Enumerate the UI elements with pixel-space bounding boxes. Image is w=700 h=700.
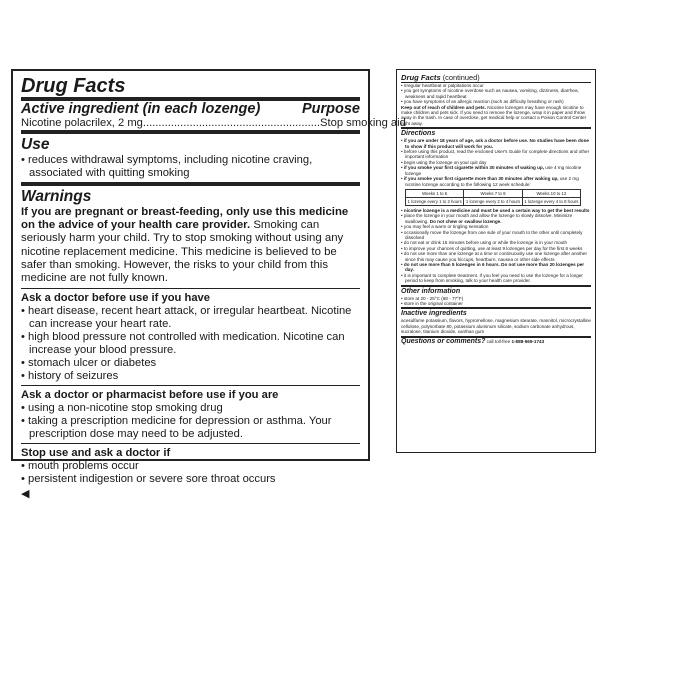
schedule-value-cell: 1 lozenge every 1 to 2 hours [406,197,464,205]
active-ingredient-heading: Active ingredient (in each lozenge) [21,101,261,117]
continued-arrow-icon: ◀ [21,488,30,501]
list-item: • if you are under 18 years of age, ask a doctor before use. No studies have been done to show if this product will work for you. [401,138,589,149]
warnings-text: If you are pregnant or breast-feeding, only use this medicine on the advice of your health care provider. Smoking can seriously harm your child. Try to stop smoking without using any nicotine replacement medicine. This medicine is believed to be safer than smoking. However, the risks to your child from this medicine are not fully known. [21,206,360,289]
use-section [21,154,360,186]
ingredient-name: Nicotine polacrilex, 2 mg......................................................... [21,117,321,129]
schedule-header-cell: Weeks 7 to 9 [464,189,522,197]
list-item: • you have symptoms of an allergic reaction (such as difficulty breathing or rash) [401,99,564,105]
list-item: • if you smoke your first cigarette within 30 minutes of waking up, use 4 mg nicotine lozenge [401,165,582,176]
list-item: • place the lozenge in your mouth and allow the lozenge to slowly dissolve. Minimize swallowing. Do not chew or swallow lozenge. [401,213,573,224]
phone-number: 1-888-569-1743 [511,338,545,344]
list-item: • mouth problems occur [21,460,139,473]
list-item: • to improve your chances of quitting, use at least 9 lozenges per day for the first 6 weeks [401,245,583,251]
schedule-value-cell: 1 lozenge every 4 to 8 hours [522,197,580,205]
drug-facts-panel-back [396,69,596,453]
schedule-header-cell: Weeks 1 to 6 [406,189,464,197]
list-item: • using a non-nicotine stop smoking drug [21,402,223,415]
ingredient-row [21,117,406,134]
list-item: • persistent indigestion or severe sore throat occurs [21,473,276,486]
list-item: • stomach ulcer or diabetes [21,357,157,370]
inactive-ingredients-text: acesulfame potassium, flavors, hypromellose, magnesium stearate, mannitol, microcrystalline cellulose, polysorbate 80, potassium aluminum silicate, sodium carbonate anhydrous, sucralose, titanium dioxide, xanthan gum [401,318,591,337]
directions-list-b [401,208,591,287]
list-item: • high blood pressure not controlled with medication. Nicotine can increase your blood pressure. [21,331,345,357]
list-item: • nicotine lozenge is a medicine and must be used a certain way to get the best results [401,207,590,213]
list-item: • you may feel a warm or tingling sensation [401,224,489,230]
use-item: • reduces withdrawal symptoms, including nicotine craving, associated with quitting smoking [21,154,313,179]
questions-row: Questions or comments? call toll-free 1-888-569-1743 [401,337,545,345]
other-information-list [401,296,591,310]
ask-pharmacist-list [21,402,360,444]
list-item: • occasionally move the lozenge from one side of your mouth to the other until completely dissolved [401,229,583,240]
inactive-ingredients-heading: Inactive ingredients [401,310,467,318]
list-item: • you get symptoms of nicotine overdose such as nausea, vomiting, dizziness, diarrhea, weakness and rapid heartbeat [401,88,579,99]
purpose-heading: Purpose [301,101,360,117]
stop-use-list [21,460,360,486]
directions-list-a [401,138,591,187]
list-item: • do not use more than one lozenge at a time or continuously use one lozenge after another since this may cause you hiccups, heartburn, nausea or other side effects [401,251,587,262]
dosing-schedule-table [405,189,581,206]
drug-facts-panel-front [11,69,406,501]
use-heading: Use [21,136,50,153]
list-item: • store in the original container [401,301,463,306]
list-item: • irregular heartbeat or palpitations occur [401,83,484,88]
drug-facts-continued-title: Drug Facts (continued) [401,73,591,83]
list-item: • store at 20 - 25°C (68 - 77°F) [401,295,464,301]
keep-out-of-reach-text: Keep out of reach of children and pets. Nicotine lozenges may have enough nicotine to make children and pets sick. If you need to remove the lozenge, wrap it in paper and throw away in the trash. In case of overdose, get medical help or contact a Poison Control Center right away. [401,105,591,130]
ask-doctor-list [21,305,360,386]
questions-heading: Questions or comments? [401,337,486,345]
warnings-continued-list [401,83,591,105]
list-item: • history of seizures [21,370,119,383]
directions-heading: Directions [401,130,436,138]
list-item: • begin using the lozenge on your quit day [401,159,487,165]
list-item: • it is important to complete treatment. If you feel you need to use the lozenge for a longer period to keep from smoking, talk to your health care provider. [401,272,583,284]
stop-use-heading: Stop use and ask a doctor if [21,447,171,460]
ask-pharmacist-heading: Ask a doctor or pharmacist before use if you are [21,389,279,402]
list-item: • do not use more than 5 lozenges in 6 hours. Do not use more than 20 lozenges per day. [401,261,585,273]
drug-facts-title: Drug Facts [21,75,360,101]
other-information-heading: Other information [401,287,461,295]
schedule-header-cell: Weeks 10 to 12 [522,189,580,197]
warnings-heading: Warnings [21,188,92,205]
ingredient-purpose: Stop smoking aid [320,117,406,129]
list-item: • heart disease, recent heart attack, or irregular heartbeat. Nicotine can increase your heart rate. [21,305,352,331]
list-item: • taking a prescription medicine for depression or asthma. Your prescription dose may need to be adjusted. [21,415,332,441]
list-item: • do not eat or drink 15 minutes before using or while the lozenge is in your mouth [401,240,568,246]
active-ingredient-header-row [21,101,360,117]
ask-doctor-heading: Ask a doctor before use if you have [21,292,210,305]
list-item: • if you smoke your first cigarette more than 30 minutes after waking up, use 2 mg nicotine lozenge according to the following 12 week schedule: [401,176,579,187]
schedule-value-cell: 1 lozenge every 2 to 4 hours [464,197,522,205]
list-item: • before using this product, read the enclosed User's Guide for complete directions and other important information [401,149,590,160]
